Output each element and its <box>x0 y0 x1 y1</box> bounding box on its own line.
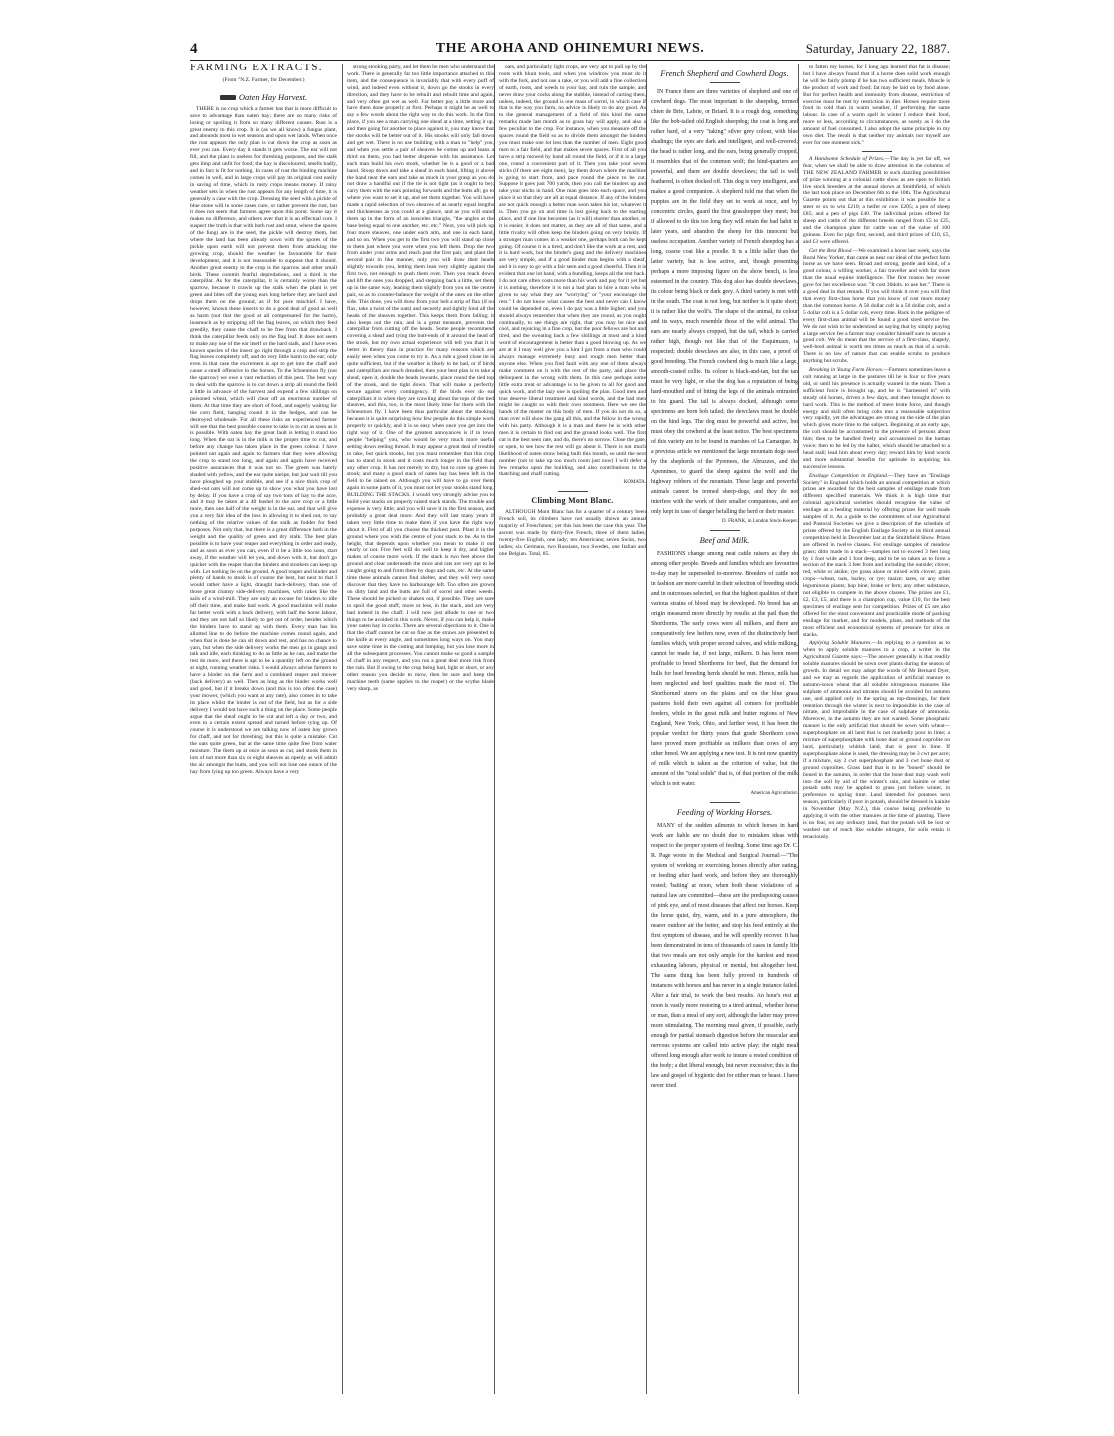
article-headline: Beef and Milk. <box>699 534 750 545</box>
newspaper-title: THE AROHA AND OHINEMURI NEWS. <box>435 41 705 56</box>
news-item: Applying Soluble Manures.—In replying to a question as to when to apply soluble manures to a crop, a writer in the Agricultural Gazette says:—The answer generally is that readily soluble manures should be sown over plants during the season of growth. In detail we may adopt the words of Mr Bernard Dyer, and we may as regards the application of artificial manure to autumn-sown wheat that all soluble nitrogenous manures like sulphate of ammonia and nitrates should be avoided for autumn use, and applied only in the spring as top-dressings, for their retention through the winter is next to impossible in the case of nitrate, and improbable in the case of sulphate of ammonia. Moreover, in the autumn they are not wanted. Some phosphatic manure is the only artificial that should be sown with wheat—superphosphate on all land that is not markedly poor in lime; a mixture of superphosphate with bone dust or ground coprolite on land, particularly whitish land, that is poor in lime. If superphosphate alone is used, the dressing may be 3 cwt per acre; if a mixture, say 2 cwt superphosphate and 3 cwt bone dust or ground coprolites. Grass land that is to be "boned" should be boned in the autumn, in order that the bone dust may wash well into the soil by aid of the winter's rain, and kainite or other potash salts may be applied to grass just before winter, in preference to spring time. Land intended for potatoes next season, particularly if poor in potash, should be dressed in kainite in November (May N.Z.), this course being preferable to applying it with the other manures at the time of planting. There is no fear, on any ordinary land, that the potash will be lost or washed out of reach like soluble nitrogen, for soils retain it tenaciously. <box>803 640 950 840</box>
section-heading: FARMING EXTRACTS. <box>190 64 323 73</box>
column-rule <box>494 64 495 1394</box>
column-1 <box>190 64 337 1404</box>
article-headline: Feeding of Working Horses. <box>676 806 773 817</box>
source-line: (From "N.Z. Farmer, for December.) <box>222 76 305 83</box>
separator <box>710 530 740 531</box>
article-headline: French Shepherd and Cowherd Dogs. <box>660 68 789 78</box>
article-body: oats, and particularly light crops, are very apt to pull up by the roots with blunt tools, and when you windrow you must do it with the fork, and not use a rake, or you will add a fine collection of earth, roots, and weeds to your hay, and ruin the sample, and never draw your cocks along the stubble, instead of carting them, unless, indeed, the ground is one mass of sorrel, in which case if that is the way you farm, no advice is likely to do any good. As to the general management of a field of this kind the same remarks made last month as to grass hay will apply, and also a few peculiar to the crop. For instance, when you measure off the spaces round the field so as to divide them amongst the binders you must make one lot less than the number of men. Eight good men to a fair field, and that makes seven spaces. First of all you have a strip mowed by hand all round the field, or if it is a large one, round a convenient part of it. Then you take your seven sticks (if there are eight men), lay them down where the machine is going to start from, and pace round the piece to be cut. Suppose it goes just 700 yards, then you call the binders up and take your sticks in hand. One man goes into each space, and you place it so that they are all at equal distance. If any of the binders are not quick enough a better man soon takes his lot, whatever it is. Then you go on and time is lost going back to the starting place, and if one line becomes (as it will) shorter than another, or it is easier, it does not matter, as they are all of that same, and a little rivalry will often keep the binders going on very briskly. If a stronger man comes in a weaker one, perhaps both can be kept going. Of course it is a tired, and don't like the work at a rest, and it is hard work, but the binder's gang and the delivery machines are very simple, and if a good binder man begins with a sheaf, and it is easy to go with a fair seen and a good cheerful. Then it is evident that one lot hand, with a bundling, keeps all the rest back. I do not care often costs more than his work and pay for it yet but it is nothing, therefore it is not a bad plan to hire a man who is given to say what they are "worrying" or "your encourage the rest." I do not know what causes the best and never can I know could be depended on, even I do pay was a little higher; and you should always remember that when they are round, as you ought continually, to see things are right, that you may be nice and cool, and rejoicing in a fine crop, but the poor fellows are hot and tired, and the sweating back a few shillings at most and a kind word of encouragement is better than a good blowing up. As we are at it I may well give you a hint I got from a man who could always manage extremely busy and rough men better than anyone else. When you find fault with any one of them always make comment on it with the rest of the party, and place the delinquent in the wrong with them. In this case perhaps some little extra treat or advantage is to be given to all for good and quick work, and the lazy one is spoiling the plan. Good men and true deserve liberal treatment and kind words, and the bad men might be caught so with their own stoutness. Here we see the hands of the master on this body of men. If you do not do so, a man over will show the gang all this, and the fellow in the wrong with his party. Although it is a man and there he is with other men it is certain to find out and the ground looks well. The first cut is the best seen rate, and do, there's no sorrow. Close the gate, or open, to see how the rest will go about it. There is not much likelihood of oaten straw being built this month, so until the next number (not to take up too much room just now) I will defer a few remarks upon the building, and also contributions to the thatching and chaff cutting. <box>499 64 646 478</box>
column-4 <box>651 64 798 1404</box>
signature: KOMATA. <box>623 480 646 486</box>
article-body: ALTHOUGH Mont Blanc has for a quarter of a century been French soil, its climbers have not usually shown an annual majority of Frenchmen; yet this has been the case this year. The ascent was made by thirty-five French, three of them ladies; twenty-five English, one lady; ten Americans; seven Swiss, two ladies; six Germans, two Russians, two Swedes, one Italian and one Belgian. Total, 85. <box>499 509 646 557</box>
masthead <box>190 38 950 61</box>
newspaper-page <box>190 38 950 1410</box>
news-item: Breaking in Young Farm Horses.—Farmers sometimes leave a colt running at large in the pastures till he is four or five years old, or until his presence is actually wanted in the team. Then a sufficient force is brought up, and he is "harnessed in" with steady old horses, driven a few days, and then brought down to hard work. This is the method of mere brute force, and though energy and skill often bring colts into a reasonable subjection very rapidly, yet the advantages are strong on the side of the plan which gives more time to the subject. Beginning at an early age, the colt should be accustomed to the presence of persons about him; then to be handled freely and accustomed to the human voice; then to be led by the halter, which should be attached to a head stall; lead him about every day; reward him by kind words and more substantial benefits for aptitude in acquiring his successive lessons. <box>803 367 950 470</box>
page-number: 4 <box>190 41 198 57</box>
signature: American Agriculturist. <box>750 790 798 796</box>
column-5 <box>803 64 950 1404</box>
news-item: Ensilage Competition in England.—They have an "Ensilage Society" in England which holds an annual competition at which prizes are awarded for the best samples of ensilage made from different specified materials. We think it is high time that colonial agricultural societies should recognise the value of ensilage as a feeding material by offering prizes for well made samples of it. As a guide to the committees of our Agricultural and Pastoral Societies we give a description of the schedule of prizes offered by the English Ensilage Society at its third annual competition held in December last at the Smithfield Show. Prizes are offered in twelve classes. For ensilage samples of meadow grass; ditto made in a stack—samples not to exceed 3 feet long by 1 foot wide and 1 foot deep, and to be so taken as to form a section of the stack 3 feet from and including the outside; clover, red, white or alsike; rye grass alone or mixed with clover; grain crops—wheat, oats, barley, or rye; maize; tares, or any other leguminous plants; hop bine; brake or fern; any other substance, not eligible to compete in the above classes. The prizes are £1, £2, £3, £5, and there is a champion cup, value £10, for the best specimen of ensilage sent for competition. Prizes of £5 are also offered for the most convenient and practicable mode of packing ensilage for market, and for models, plans, and methods of the most efficient and economical systems of pressure for silos or stacks. <box>803 472 950 638</box>
issue-date: Saturday, January 22, 1887. <box>805 41 950 56</box>
article-headline: Climbing Mont Blanc. <box>531 496 614 506</box>
signature: D. FRANK, in London Stock-Keeper. <box>722 519 798 524</box>
separator <box>710 82 740 83</box>
news-item: A Handsome Schedule of Prizes.—The day is yet far off, we fear, when we shall be able to draw attention in the columns of THE NEW ZEALAND FARMER to such dazzling possibilities of prize winning at a colonial cattle show as are open to British live stock breeders at the annual shows at Smithfield, of which the last took place on December 6th to the 10th. The Agricultural Gazette points out that at this exhibition it was possible for a steer or ox to win £210; a heifer or cow £205; a pen of sheep £85; and a pen of pigs £40. The individual prizes offered for sheep and cattle of the different breeds ranged from £5 to £25, and the champion plate for cattle was of the value of 100 guineas. Even for pigs first, second, and third prizes of £10, £5, and £3 were offered. <box>803 155 950 245</box>
article-body: to fatten my horses, for I long ago learned that fat is disease; but I have always found that if a horse does solid work enough he will be fairly plump if he has two sufficient meals. Muscle is the product of work and food; fat may be laid on by food alone. But for perfect health and immunity from disease, restriction of exercise must be met by restriction in diet. Horses require more food in cold than in warm weather, if performing the same labour. In case of a warm spell in winter I reduce their food, more or less, according to circumstances, as surely as I do the amount of fuel consumed. I also adopt the same principle in my own diet. The result is that neither my animals nor myself are ever for one moment sick." <box>803 64 950 146</box>
article-body: MANY of the sudden ailments to which horses in hard work are liable are no doubt due to mistaken ideas with respect to the proper system of feeding. Some time ago Dr. C. R. Page wrote in the Medical and Surgical Journal:—"The system of working or exercising horses directly after eating, or feeding after hard work, and before they are thoroughly rested; 'baiting' at noon, when both these violations of a natural law are committed—these are the predisposing causes of pink eye, and of most diseases that affect our horses. Keep the horse quiet, dry, warm, and in a pure atmosphere, the nearer outdoor air the better, and stop his feed entirely at the first symptom of disease, and he will speedily recover. It has been demonstrated in tens of thousands of cases in family life that two meals are not only ample for the hardest and most exhausting labours, physical or mental, but altogether best. The same thing has been fully proved in hundreds of instances with horses and has never in a single instance failed. After a fair trial, to work the best results. An hour's rest at noon is vastly more restoring to a tired animal, whether horse or man, than a meal of any sort, although the latter may prove more stimulating. The morning meal given, if possible, early enough for partial stomach digestion before the muscular and nervous systems are called into active play; the night meal offered long enough after work to insure a rested condition of the body; a diet liberal enough, but never excessive; this is the law and gospel of hygienic diet for either man or beast. I have never tried <box>651 822 798 1089</box>
article-body: strong stooking party, and let them be men who understand the work. There is generally far too little importance attached to this item, and the consequence is invariably that with every puff of wind, and indeed even without it, down go the stooks in every direction, and they have to be rebuilt and rebuilt time and again, and very often get wet as well. Far better pay a little more and have them done properly at first. Perhaps it might be as well to say a few words about the right way to do this work. In the first place, if you see a man carrying one sheaf at a time, setting it up, and then going for another to place against it, you may know that the stooks will be better out of it. His stooks will only fall down and get wet. There is no use building with a man to "help" you, and when you settle a pair of sheaves he comes up and leans a third on them, you had better dispense with his assistance. Let each man build his own stook, whether he is a good or a bad hand. Stoop down and take a sheaf in each hand, lifting it above the band near the ears and take as much in your grasp as you do not draw a handful out if the tie is not tight (as it ought to be); carry them with the ears pointing forwards and the butts aft; go to where you want to set it up, and set them together. You will have made a rapid selection of two sheaves of as nearly equal lengths and thicknesses as you could at a glance, and as you will stand them up in the form of an isosceles triangle, "the angles at the base being equal to one another, etc. etc." Next, you will pick up four more sheaves, one under each arm, and one in each hand, and so on. When you get to the first two you will stand up close to them just where you were when you left them. Drop the two from under your arms and reach past the first pair, and plant the second pair in like manner, only you will draw their heads slightly towards you, letting them lean very slightly against the first two, not enough to push them over. Then you reach down and lift the ones you dropped, and stepping back a little, set them up in the same way, leaning them slightly from you on the centre pair, so as to counter-balance the weight of the ones on the other side. This done, you will draw from your belt a strip of flax (if no flax, take a twist of the oats) and securely and tightly bind all the heads of the sheaves together. This keeps them from falling; it also keeps out the rain, and is a great measure, prevents the caterpillar from cutting off the heads. Some people recommend covering a sheaf and tying the butt-ends of it around the head of the stook, but my own actual experience will tell you that it is better in theory than in practice for many reasons which are easily seen when you come to try it. As a rule a good close tie is quite sufficient, but if the weather is likely to be bad, or if birds and caterpillars are much dreaded, then your best plan is to take a sheaf, open it, double the heads inwards, place round the tied top of the stook, and tie tight down. That will make a perfectly secure against every contingency. If the birds ever do eat caterpillars it is when they are crawling about the tops of the tied sheaves, and this, too, is the most likely time for them with the Ichneumon fly. I have been thus particular about the stooking because it is quite surprising how few people do this simple work properly or quickly, and it is so easy when once you get into the right way of it. One of the greatest annoyances is if in town people "helping" you, who would be very much more useful setting down reeling thread. It may appear a great deal of trouble to take, but quick stooks, but you must remember that this crop has to stand in stook and it costs much longer in the field than any other crop. It has not merely to dry, but to cure up green in stook; and many a good stack of oaten hay has been left in the field to be rained on. Although you will have to go over them again in some parts of it, you must not let your stooks stand long. BUILDING THE STACKS. I would very strongly advise you to build your stacks on properly raised stack stands. The trouble and expense is very little, and you will save it in the first season, and probably a great deal more. And they will last many years if taken very little time to make them if you have the right way about it. First of all you choose the thickest post. Plant it in the ground where you wish the centre of your stack to be. As to the height, that depends upon whether you mean to make it out yearly or not. Five feet will do well to keep it dry, and higher makes of course more work. If the stack is two feet above the ground and clear underneath the mice and rats are very apt to be caught going to and from there by dogs and cats, etc. At the same time these animals cannot find shelter, and they will very soon discover that they have no harbourage left. Too often are grown on dirty land and the butts are full of sorrel and other weeds. These should be picked or shaken out, if possible. They are sure to spoil the good stuff, more or less, in the stack, and are very bad indeed in the chaff. I will now just allude to one or two things to be avoided in this work. Never, if you can help it, make your oaten hay in cocks. There are several objections to it. One is that the chaff cannot be cut so fine as the straws are presented to the knife at every angle, and sometimes long ways on. You may save some time in the cutting and lumping, but you lose more in all the subsequent processes. You cannot make so good a sample of chaff in any respect, and you run a great deal more risk from the rain. But if owing to the crop being bad, light or short, or any other reason you decide to mow, then be sure and keep the machine teeth (same applies to the reaper) or the scythe blade very sharp, as <box>347 64 494 692</box>
news-item: Get the Best Blood.—We examined a horse last week, says the Rural New Yorker, that came as near our ideal of the perfect farm horse as we have seen. Broad and strong, gentle and kind, of a good colour, a willing worker, a fair traveller and with far more than the usual equine intelligence. The first reason her owner gave for her excellence was: "It cost 30dols. to use her." There is a good deal in that remark. If you will think it over you will find that every first-class horse that you know of cost more money than the common horse. A 50 dollar colt is a 50 dollar colt, and a 5 dollar colt is a 5 dollar colt, every time. Back in the pedigree of every first-class animal will be found a good sired service fee. We do not wish to be understood as saying that by simply paying a large service fee a farmer may consider himself sure to secure a good colt. We do mean that the service of a first-class, shapely, well-bred animal is worth ten times as much as that of a scrub. There is no law of nature that can enable scrubs to produce anything but scrubs. <box>803 247 950 365</box>
column-3 <box>499 64 646 1404</box>
article-body: FASHIONS change among neat cattle raisers as they do among other people. Breeds and families which are favourites to-day may be superseded to-morrow. Breeders of cattle not in fashion are more careful in their selection of breeding stock and in outcrosses selected, so that the highest qualities of their various strains of blood may be developed. No breed has an origin measured more directly by results at the pail than the Shorthorns. The early cows were all milkers, and there are comparatively few heifers now, even of the distinctively beef families which, with proper second calves, and while milking, cannot be made fat, if not large, milkers. It has been more profitable to breed Shorthorns for beef, that the demand for bulls for beef breeding herds should be met. Hence, milk has been neglected and beef qualities made the most of. The Shorthorned steers on the plains and on the blue grass pastures hold their own against all comers for profitable feeders, while in the great milk and butter regions of New England, New York, Ohio, and farther west, it has been the popular verdict for thirty years that grade Shorthorn cows have proved more profitable as milkers than cows of any other breed. We are applying a new test. It is not now quantity of milk which is taken as the criterion of value, but the amount of the "total solids" that is, of that portion of the milk which is not water. <box>651 550 798 787</box>
wheat-sheaf-icon <box>220 95 236 100</box>
article-headline: Oaten Hay Harvest. <box>190 92 337 102</box>
separator <box>558 491 588 492</box>
separator <box>862 151 892 152</box>
article-body: IN France there are three varieties of shepherd and one of cowherd dogs. The most important is the sheepdog, termed chien de Brie, Labrie, or Briard. It is a rough dog, something like the bob-tailed old English sheepdog; the coat is long and rather hard, of a very "taking" silver grey colour, with blue shadings; the eyes are dark and intelligent, and well-covered; the head is rather long, and the ears, being generally cropped, it resembles that of the common wolf; the hind-quarters are powerful, and there are double dewclaws; the tail is well feathered, is often docked off. This dog is very intelligent, and makes a good companion. A shepherd told me that when the puppies are in the field they set to work at once, and by concentric circles, guard the first grasshopper they meet; but if allowed to do this too long they will retain the bad habit in later years, and abandon the sheep for this innocent but useless occupation. Another variety of French sheepdog has a long, coarse coat like a poodle. It is a little taller than the latter variety, but is less active, and, though presenting perhaps a more imposing figure on the show bench, is less esteemed in the country. This dog also has double dewclaws, its colour being black or dark grey. A third variety is met with in the south. The coat is not long, but neither is it quite short; it is rather like the wolf's. The shape of the animal, its colour and its ways, much resemble those of the wild animal. The ears are nearly always cropped, but the tail, which is carried rather high, though not like that of the Esquimaux, is respected; double dewclaws are also, in this case, a proof of good breeding. The French cowherd dog is much like a large, smooth-coated collie. Its colour is black-and-tan, but the tan must be very light, or else the dog has a reputation of being hard-mouthed and of biting the legs of the animals entrusted to his guard. The tail is always docked, although some specimens are born bob tailed; the dewclaws must be double on the hind legs. The dog must be powerful and active, but must obey the cowherd at the least notice. The best specimens of this variety are to be found in marshes of La Camargue. In a previous article we mentioned the large mountain dogs used by the shepherds of the Pyrenees, the Abruzzes, and the Apennines, to guard the sheep against the wolf and the highway robbers of the mountain. These large and powerful animals cannot be termed sheep-dogs, and they do not interfere with the work of their smaller companions, and are only kept in case of danger befalling the herd or their master. <box>651 89 798 515</box>
separator <box>710 802 740 803</box>
column-rule <box>646 64 647 1394</box>
column-2 <box>347 64 494 1404</box>
column-rule <box>342 64 343 1394</box>
column-rule <box>798 64 799 1394</box>
article-body: THERE is no crop which a farmer has that is more difficult to save to advantage than oaten hay; there are so many risks of losing or spoiling it from so many different causes. Rust is a great enemy to this crop. It is (as we all know) a fungus plant, and abounds most in wet seasons and upon wet lands. When once the rust appears the only plan is cut down the crop as soon as ever you can. Every day it stands it gets worse. The ear will not fill, and the plant is useless for threshing purposes, and the stalk gets limp and unfit for food; the hay is discoloured, smells badly, and in fact is fit for nothing. In cases of rust the binding machine comes in well, and in large crops will pay its original cost easily in saving of time, which in rusty crops means money. If rainy weather sets in when the rust appears for any length of time, it is generally a case with the crop. Dressing the seed with a pickle of blue stone will in some cases cure, or rather prevent the rust, but it does not seem that farmers agree upon this point. Some say it makes no difference, and others aver that it is an effectual cure. I suspect the truth is that with both rust and smut, where the spores of the fungi are in the seed, the pickle will destroy them, but where the land has been already sown with the spores of the pickle upon earth will not prevent them from attacking the growing crop, should the weather be favourable for their development, and it is not reasonable to suppose that it should. Another great enemy to the crop is the sparrow and other small birds. These commit fearful depredations, and a third is the caterpillar. As for the caterpillar, it is certainly worse than the sparrow, because it crawls up the stalk when the plant is yet green and bites off the young ears long before they are hard and drops them on the ground, as if for pure mischief. I have, however, known these insects to do a good deal of good as well as harm (not that the good at all compensated for the harm), inasmuch as by stripping off the flag leaves, on which they feed greedily, they cause the chaff to be free from that drawback. I think the caterpillar feeds only on the flag leaf. It does not seem to make any use of the ear itself or the hard stalk, and I have even known species of the insect go right through a crop and strip the flag leaves completely off, and do very little harm to the ear; only even in that case the excrement is apt to get into the chaff and cause a smell offensive to the horses. To the Ichneumon fly (not the sparrow) we owe a vast reduction of this pest. The best way to deal with the sparrow is to cut down a strip all round the field a little in advance of the harvest and expend a few shillings on poisoned wheat, which will clear off an enormous number of them. At that time they are short of food, and eagerly waiting for the corn field, hanging round it in the hedges, and can be destroyed wholesale. For all these risks an experienced farmer will see that the best possible course to take is to cut as soon as it is possible. With oaten hay the great fault is letting it stand too long. When the oat is in the milk is the proper time to cut, and before any change has taken place in the green colour. I have pointed out again and again to farmers that they were allowing the crop to stand too long, and again and again have received positive assurances that it was not so. The green was barely shaded with yellow, and the ear quite unripe, but just wait till you have ploughed up your stubble, and see if a nice thick crop of shed-out oats will not come up to show you what you have lost by delay. If you have a crop of say two tons of hay to the acre, and it may be taken at a 40 bushel to the acre crop or a little more, then one half of the weight is in the ear, and that will give you a very fair idea of the loss in allowing it to shed out, to say nothing of the relative values of the stalk as fodder for feed purposes. Not only that, but there is a great difference both in the weight and the quality of green and dry stalk. The best plan possible is to have your reaper and everything in order and ready, and as soon as ever you can, even if it be a little too soon, start away, if the weather will let you, and down with it, but don't go quicker with the reaper than the binders and stookers can keep up with. Let nothing lie on the ground. A good reaper and binder and plenty of hands to stook is of course the best, but next to that I would rather have a light, draught back-delivery, than one of those great clumsy side-delivery machines, with rakes like the sails of a wind-mill. They are only an excuse for binders to idle off their time, and make bad work. A good machinist will make far better work with a back delivery, with half the horse labour, and they are not half so likely to get out of order, besides which the binders have to stand up with them. Every man has his allotted line to do before the machine comes round again, and when that is done he can sit down and rest, and has no chance to yarn, but when the side delivery works the men go in gangs and talk and idle, each thinking to do as little as he can, and make the rest do more, and there is apt to be a quantity left on the ground at night, running weather risks. I would always advise farmers to have a binder on the farm and a combined reaper and mower (back delivery) as well. Then as long as the binder works well and good, but if it breaks down (and this is too often the case) your mower, (which you want at any rate), also comes in to take its place whilst the binder is out of the field, but as for a side delivery I would not have such a thing on the place. Some people argue that the sheaf ought to be cut and left a day or two, and even to a certain extent spread and turned before tying up. Of course it is understood we are talking now of oaten hay grown for chaff, and not for threshing; but this is quite a mistake. Cut the oats quite green, but at the same time quite free from water moisture. The them up at once as soon as cut, and stook them in lots of not more than six or eight sheaves as openly as will admit the air amongst the butts, and you will not lose one ounce of the hay from lying up too green. Always have a very <box>190 105 337 775</box>
